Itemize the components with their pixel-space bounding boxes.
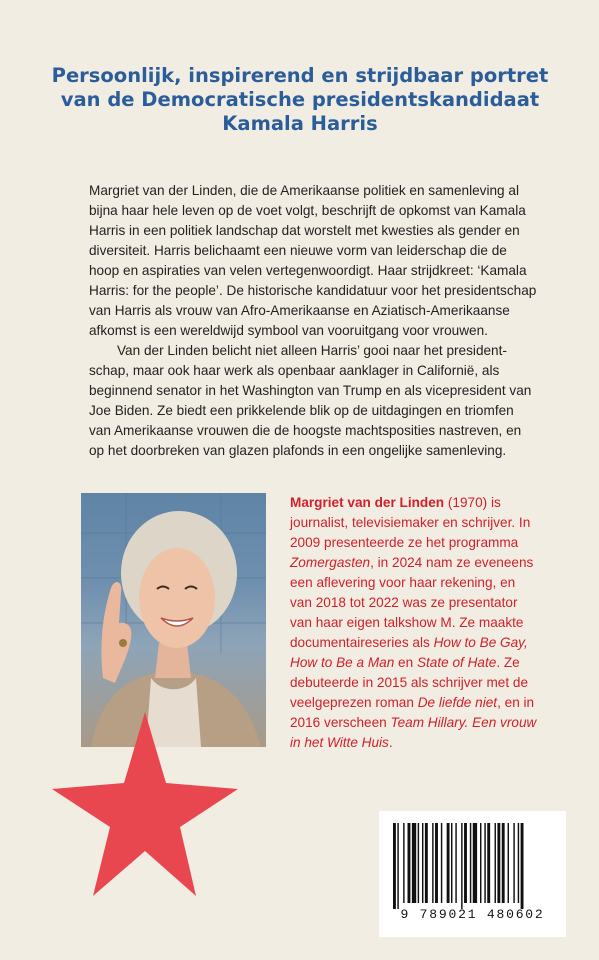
bio-line: in het Witte Huis. <box>290 735 393 750</box>
barcode-bar <box>422 823 423 903</box>
blurb-line: Margriet van der Linden, die de Amerikaanse politiek en samenleving al <box>89 183 519 198</box>
blurb-line: Van der Linden belicht niet alleen Harris’ gooi naar het president- <box>117 343 507 358</box>
blurb-line: hoop en aspiraties van velen vertegenwoordigt. Haar strijdkreet: ‘Kamala <box>89 263 527 278</box>
bio-line: Margriet van der Linden (1970) is <box>290 495 501 510</box>
title-line-1: Persoonlijk, inspirerend en strijdbaar portret <box>51 64 549 87</box>
bio-line: van haar eigen talkshow M. Ze maakte <box>290 615 524 630</box>
author-bio <box>290 493 580 753</box>
book-title <box>40 64 560 136</box>
barcode-bar <box>425 823 428 903</box>
barcode-bar <box>518 823 519 903</box>
barcode-bar <box>480 823 481 903</box>
bio-line: Zomergasten, in 2024 nam ze eveneens <box>290 555 534 570</box>
barcode-bar <box>432 823 433 903</box>
blurb-line: van Amerikaanse vrouwen die de hoogste machtsposities nastreven, en <box>89 423 522 438</box>
barcode-bar <box>455 823 456 903</box>
blurb-line: schap, maar ook haar werk als openbaar aanklager in Californië, als <box>89 363 500 378</box>
barcode-bar <box>508 823 509 903</box>
barcode-bar <box>403 823 404 903</box>
barcode-bar <box>521 823 524 909</box>
bio-line: debuteerde in 2015 als schrijver met de <box>290 675 529 690</box>
bio-line: van 2018 tot 2022 was ze presentator <box>290 595 518 610</box>
barcode-bar <box>412 823 416 903</box>
bio-line: journalist, televisiemaker en schrijver. In <box>290 515 531 530</box>
barcode-bar <box>464 823 467 903</box>
bio-line: How to Be a Man en State of Hate. Ze <box>290 655 520 670</box>
blurb-line: Joe Biden. Ze biedt een prikkelende blik op de uitdagingen en triomfen <box>89 403 514 418</box>
barcode-bar <box>495 823 496 903</box>
barcode-bar <box>447 823 450 903</box>
blurb-line: Harris: for the people’. De historische kandidatuur voor het presidentschap <box>89 283 537 298</box>
barcode-bar <box>470 823 471 903</box>
barcode-bar <box>393 823 396 909</box>
barcode-bar <box>408 823 411 903</box>
blurb <box>89 181 537 461</box>
barcode-bar <box>502 823 505 903</box>
title-line-3: Kamala Harris <box>222 112 378 135</box>
blurb-line: bijna haar hele leven op de voet volgt, beschrijft de opkomst van Kamala <box>89 203 526 218</box>
barcode-bar <box>484 823 485 903</box>
author-name: Margriet van der Linden <box>290 495 445 510</box>
blurb-line: Harris in een politiek landschap dat worstelt met kwesties als gender en <box>89 223 520 238</box>
title-line-2: van de Democratische presidentskandidaat <box>60 88 540 111</box>
barcode-bar <box>435 823 438 903</box>
bio-line: documentaireseries als How to Be Gay, <box>290 635 528 650</box>
barcode-bar <box>473 823 477 903</box>
barcode-bar <box>461 823 462 909</box>
barcode-bar <box>513 823 514 903</box>
barcode-bar <box>451 823 452 903</box>
bio-line: veelgeprezen roman De liefde niet, en in <box>290 695 535 710</box>
blurb-line: op het doorbreken van glazen plafonds in een ongelijke samenleving. <box>89 443 507 458</box>
author-photo <box>81 493 266 747</box>
bio-line: een aflevering voor haar rekening, en <box>290 575 516 590</box>
blurb-line: van Harris als vrouw van Afro-Amerikaanse en Aziatisch-Amerikaanse <box>89 303 510 318</box>
barcode-bar <box>418 823 419 903</box>
bio-line: 2016 verscheen Team Hillary. Een vrouw <box>290 715 537 730</box>
blurb-line: afkomst is een wereldwijd symbool van vooruitgang voor vrouwen. <box>89 323 488 338</box>
isbn-number: 9 789021 480602 <box>400 907 545 922</box>
barcode-bar <box>441 823 442 903</box>
bio-line: 2009 presenteerde ze het programma <box>290 535 519 550</box>
blurb-line: diversiteit. Harris belichaamt een nieuwe vorm van leiderschap die de <box>89 243 507 258</box>
barcode-bar <box>497 823 500 903</box>
barcode-bar <box>397 823 398 909</box>
barcode-bar <box>487 823 490 903</box>
blurb-line: beginnend senator in het Washington van Trump en als vicepresident van <box>89 383 532 398</box>
